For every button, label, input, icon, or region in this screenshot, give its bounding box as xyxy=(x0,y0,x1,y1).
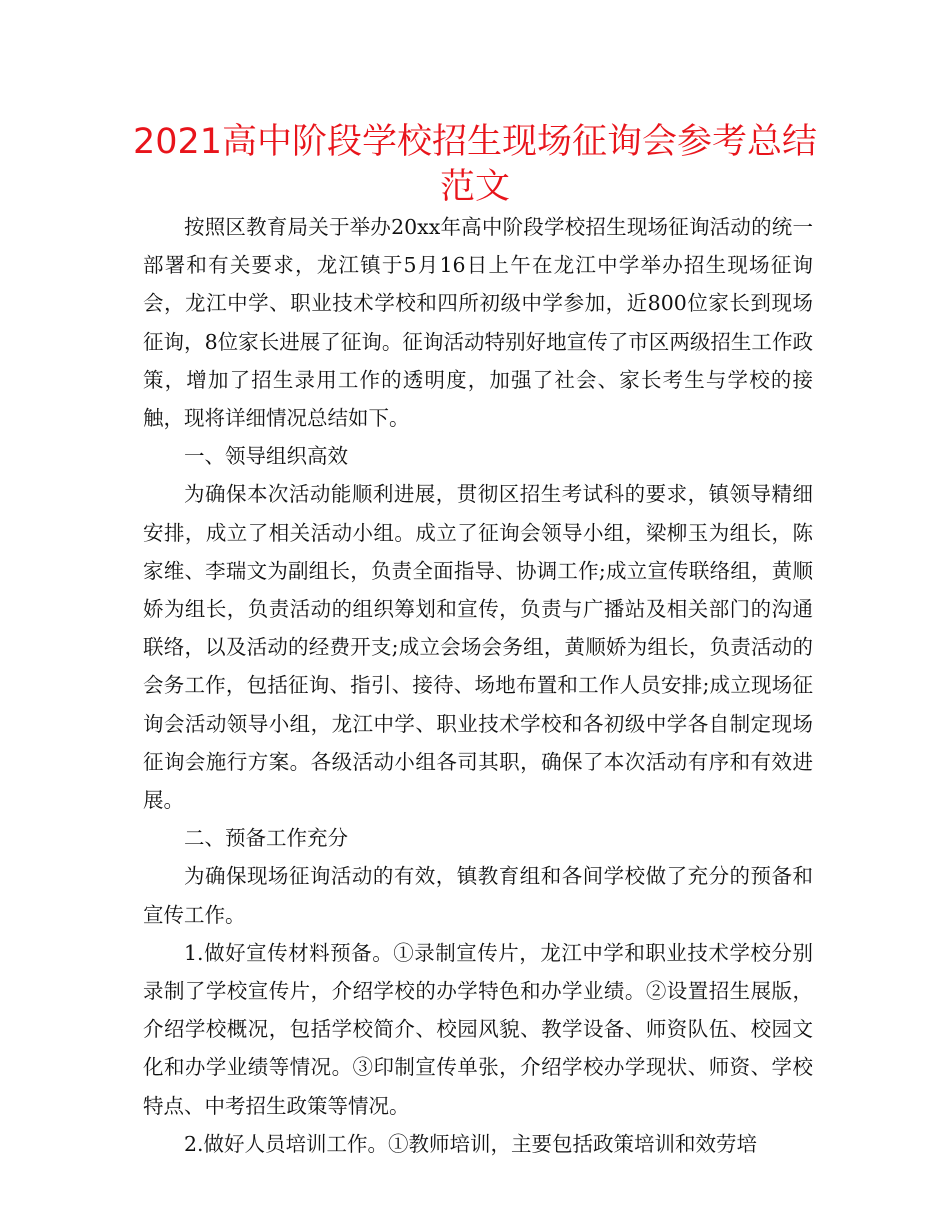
document-body xyxy=(143,208,813,1163)
section-heading-leadership: 一、领导组织高效 xyxy=(184,444,348,469)
document-title: 2021高中阶段学校招生现场征询会参考总结范文 xyxy=(132,122,818,207)
paragraph-intro: 按照区教育局关于举办20xx年高中阶段学校招生现场征询活动的统一部署和有关要求，龙江镇于5月16日上午在龙江中学举办招生现场征询会，龙江中学、职业技术学校和四所初级中学参加，近800位家长到现场征询，8位家长进展了征询。征询活动特别好地宣传了市区两级招生工作政策，增加了招生录用工作的透明度，加强了社会、家长考生与学校的接触，现将详细情况总结如下。 xyxy=(143,215,813,431)
paragraph-materials: 1.做好宣传材料预备。①录制宣传片，龙江中学和职业技术学校分别录制了学校宣传片，介绍学校的办学特色和办学业绩。②设置招生展版，介绍学校概况，包括学校简介、校园风貌、教学设备、师资队伍、校园文化和办学业绩等情况。③印制宣传单张，介绍学校办学现状、师资、学校特点、中考招生政策等情况。 xyxy=(143,940,813,1118)
paragraph-preparation: 为确保现场征询活动的有效，镇教育组和各间学校做了充分的预备和宣传工作。 xyxy=(143,864,813,927)
section-heading-preparation: 二、预备工作充分 xyxy=(184,826,348,851)
paragraph-training: 2.做好人员培训工作。①教师培训，主要包括政策培训和效劳培 xyxy=(184,1131,758,1156)
paragraph-leadership: 为确保本次活动能顺利进展，贯彻区招生考试科的要求，镇领导精细安排，成立了相关活动小组。成立了征询会领导小组，梁柳玉为组长，陈家维、李瑞文为副组长，负责全面指导、协调工作;成立宣传联络组，黄顺娇为组长，负责活动的组织筹划和宣传，负责与广播站及相关部门的沟通联络，以及活动的经费开支;成立会场会务组，黄顺娇为组长，负责活动的会务工作，包括征询、指引、接待、场地布置和工作人员安排;成立现场征询会活动领导小组，龙江中学、职业技术学校和各初级中学各自制定现场征询会施行方案。各级活动小组各司其职，确保了本次活动有序和有效进展。 xyxy=(143,482,813,813)
